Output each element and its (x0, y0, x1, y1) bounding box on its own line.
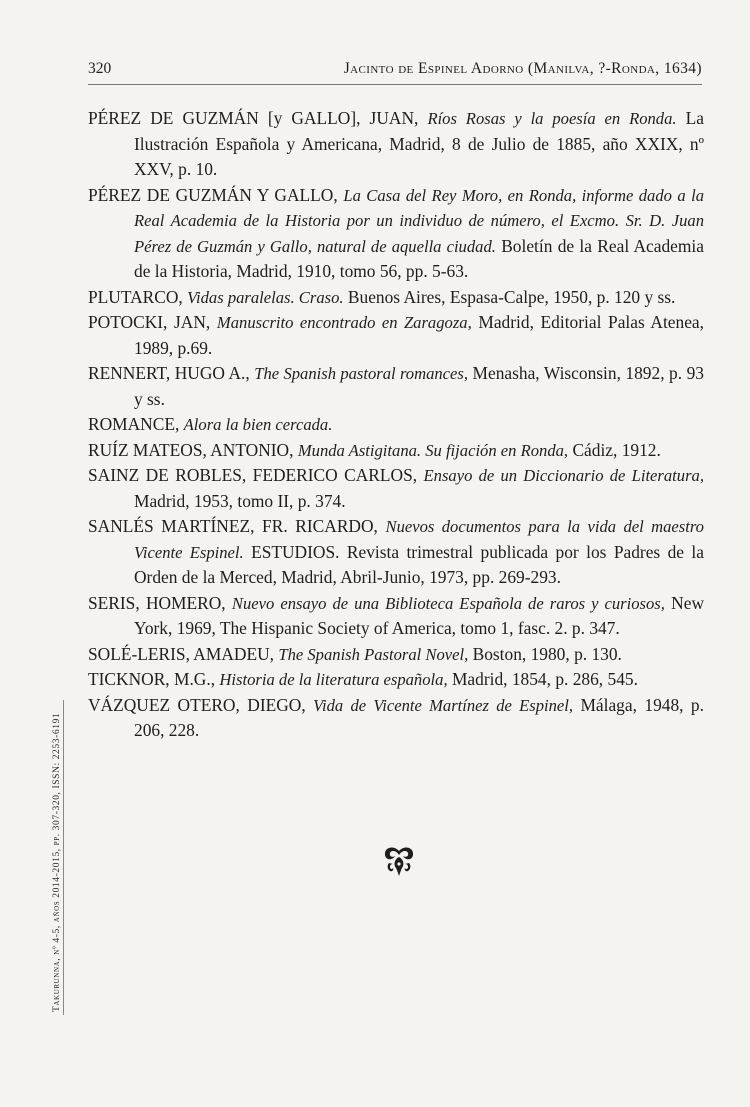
entry-details: Buenos Aires, Espasa-Calpe, 1950, p. 120 y ss. (347, 286, 676, 307)
bibliography-entry (88, 667, 704, 693)
entry-title: Nuevos documentos para la vida del maestro Vicente Espinel. (134, 517, 704, 562)
entry-details: Menasha, Wisconsin, 1892, p. 93 y ss. (134, 363, 704, 409)
page-header (88, 58, 702, 85)
bibliography-entry (88, 310, 704, 361)
bibliography-entry (88, 438, 704, 464)
entry-details: Madrid, 1953, tomo II, p. 374. (134, 490, 346, 511)
entry-title: The Spanish pastoral romances, (254, 364, 469, 383)
entry-title: La Casa del Rey Moro, en Ronda, informe dado a la Real Academia de la Historia por un individuo de número, el Excmo. Sr. D. Juan Pérez de Guzmán y Gallo, natural de aquella ciudad. (134, 185, 704, 256)
bibliography-entry (88, 412, 704, 438)
entry-author: PLUTARCO, (88, 286, 183, 307)
entry-title: The Spanish Pastoral Novel, (278, 644, 469, 664)
bibliography-entry (88, 463, 704, 514)
running-title: Jacinto de Espinel Adorno (Manilva, ?-Ronda, 1634) (343, 60, 702, 77)
entry-details: New York, 1969, The Hispanic Society of America, tomo 1, fasc. 2. p. 347. (134, 592, 705, 638)
entry-details: Cádiz, 1912. (572, 439, 661, 460)
entry-title: Ríos Rosas y la poesía en Ronda. (427, 109, 677, 128)
fleuron-icon (381, 845, 417, 877)
bibliography-entry (88, 642, 704, 668)
entry-author: SOLÉ-LERIS, AMADEU, (88, 643, 274, 664)
entry-details: Boston, 1980, p. 130. (472, 643, 622, 664)
entry-author: SERIS, HOMERO, (88, 592, 226, 613)
entry-author: PÉREZ DE GUZMÁN [y GALLO], JUAN, (88, 108, 419, 128)
bibliography-entry (88, 285, 704, 311)
bibliography-entry (88, 693, 704, 744)
entry-author: SANLÉS MARTÍNEZ, FR. RICARDO, (88, 516, 378, 536)
entry-title: Historia de la literatura española, (219, 670, 448, 689)
entry-author: ROMANCE, (88, 414, 180, 434)
entry-title: Vida de Vicente Martínez de Espinel, (313, 695, 574, 715)
entry-author: VÁZQUEZ OTERO, DIEGO, (88, 694, 306, 715)
entry-details: Boletín de la Real Academia de la Historia, Madrid, 1910, tomo 56, pp. 5-63. (134, 235, 704, 281)
bibliography-entry (88, 514, 704, 591)
entry-title: Ensayo de un Diccionario de Literatura, (423, 466, 704, 485)
entry-details: La Ilustración Española y Americana, Madrid, 8 de Julio de 1885, año XXIX, nº XXV, p. 10. (134, 108, 704, 179)
entry-title: Nuevo ensayo de una Biblioteca Española de raros y curiosos, (231, 593, 665, 613)
journal-citation: Takurunna, nº 4-5, años 2014-2015, pp. 307-320, ISSN: 2253-6191 (52, 712, 62, 1012)
entry-title: Alora la bien cercada. (183, 415, 333, 434)
entry-author: SAINZ DE ROBLES, FEDERICO CARLOS, (88, 465, 418, 485)
entry-author: PÉREZ DE GUZMÁN Y GALLO, (88, 184, 338, 205)
page-number: 320 (88, 60, 112, 77)
entry-title: Manuscrito encontrado en Zaragoza, (216, 313, 472, 332)
entry-title: Vidas paralelas. Craso. (187, 287, 344, 307)
bibliography-entry (88, 183, 704, 285)
bibliography-list (88, 106, 704, 744)
entry-author: POTOCKI, JAN, (88, 312, 211, 332)
entry-author: RENNERT, HUGO A., (88, 363, 250, 383)
bibliography-entry (88, 361, 704, 412)
entry-title: Munda Astigitana. Su fijación en Ronda, (297, 440, 569, 460)
entry-details: Málaga, 1948, p. 206, 228. (134, 694, 704, 740)
side-rule (63, 700, 64, 1015)
bibliography-entry (88, 591, 704, 642)
entry-author: RUÍZ MATEOS, ANTONIO, (88, 439, 294, 460)
entry-details: Madrid, Editorial Palas Atenea, 1989, p.69. (134, 312, 704, 358)
entry-author: TICKNOR, M.G., (88, 669, 216, 689)
entry-details: Madrid, 1854, p. 286, 545. (451, 669, 638, 689)
entry-details: ESTUDIOS. Revista trimestral publicada por los Padres de la Orden de la Merced, Madrid, Abril-Junio, 1973, pp. 269-293. (134, 541, 704, 587)
bibliography-entry (88, 106, 704, 183)
